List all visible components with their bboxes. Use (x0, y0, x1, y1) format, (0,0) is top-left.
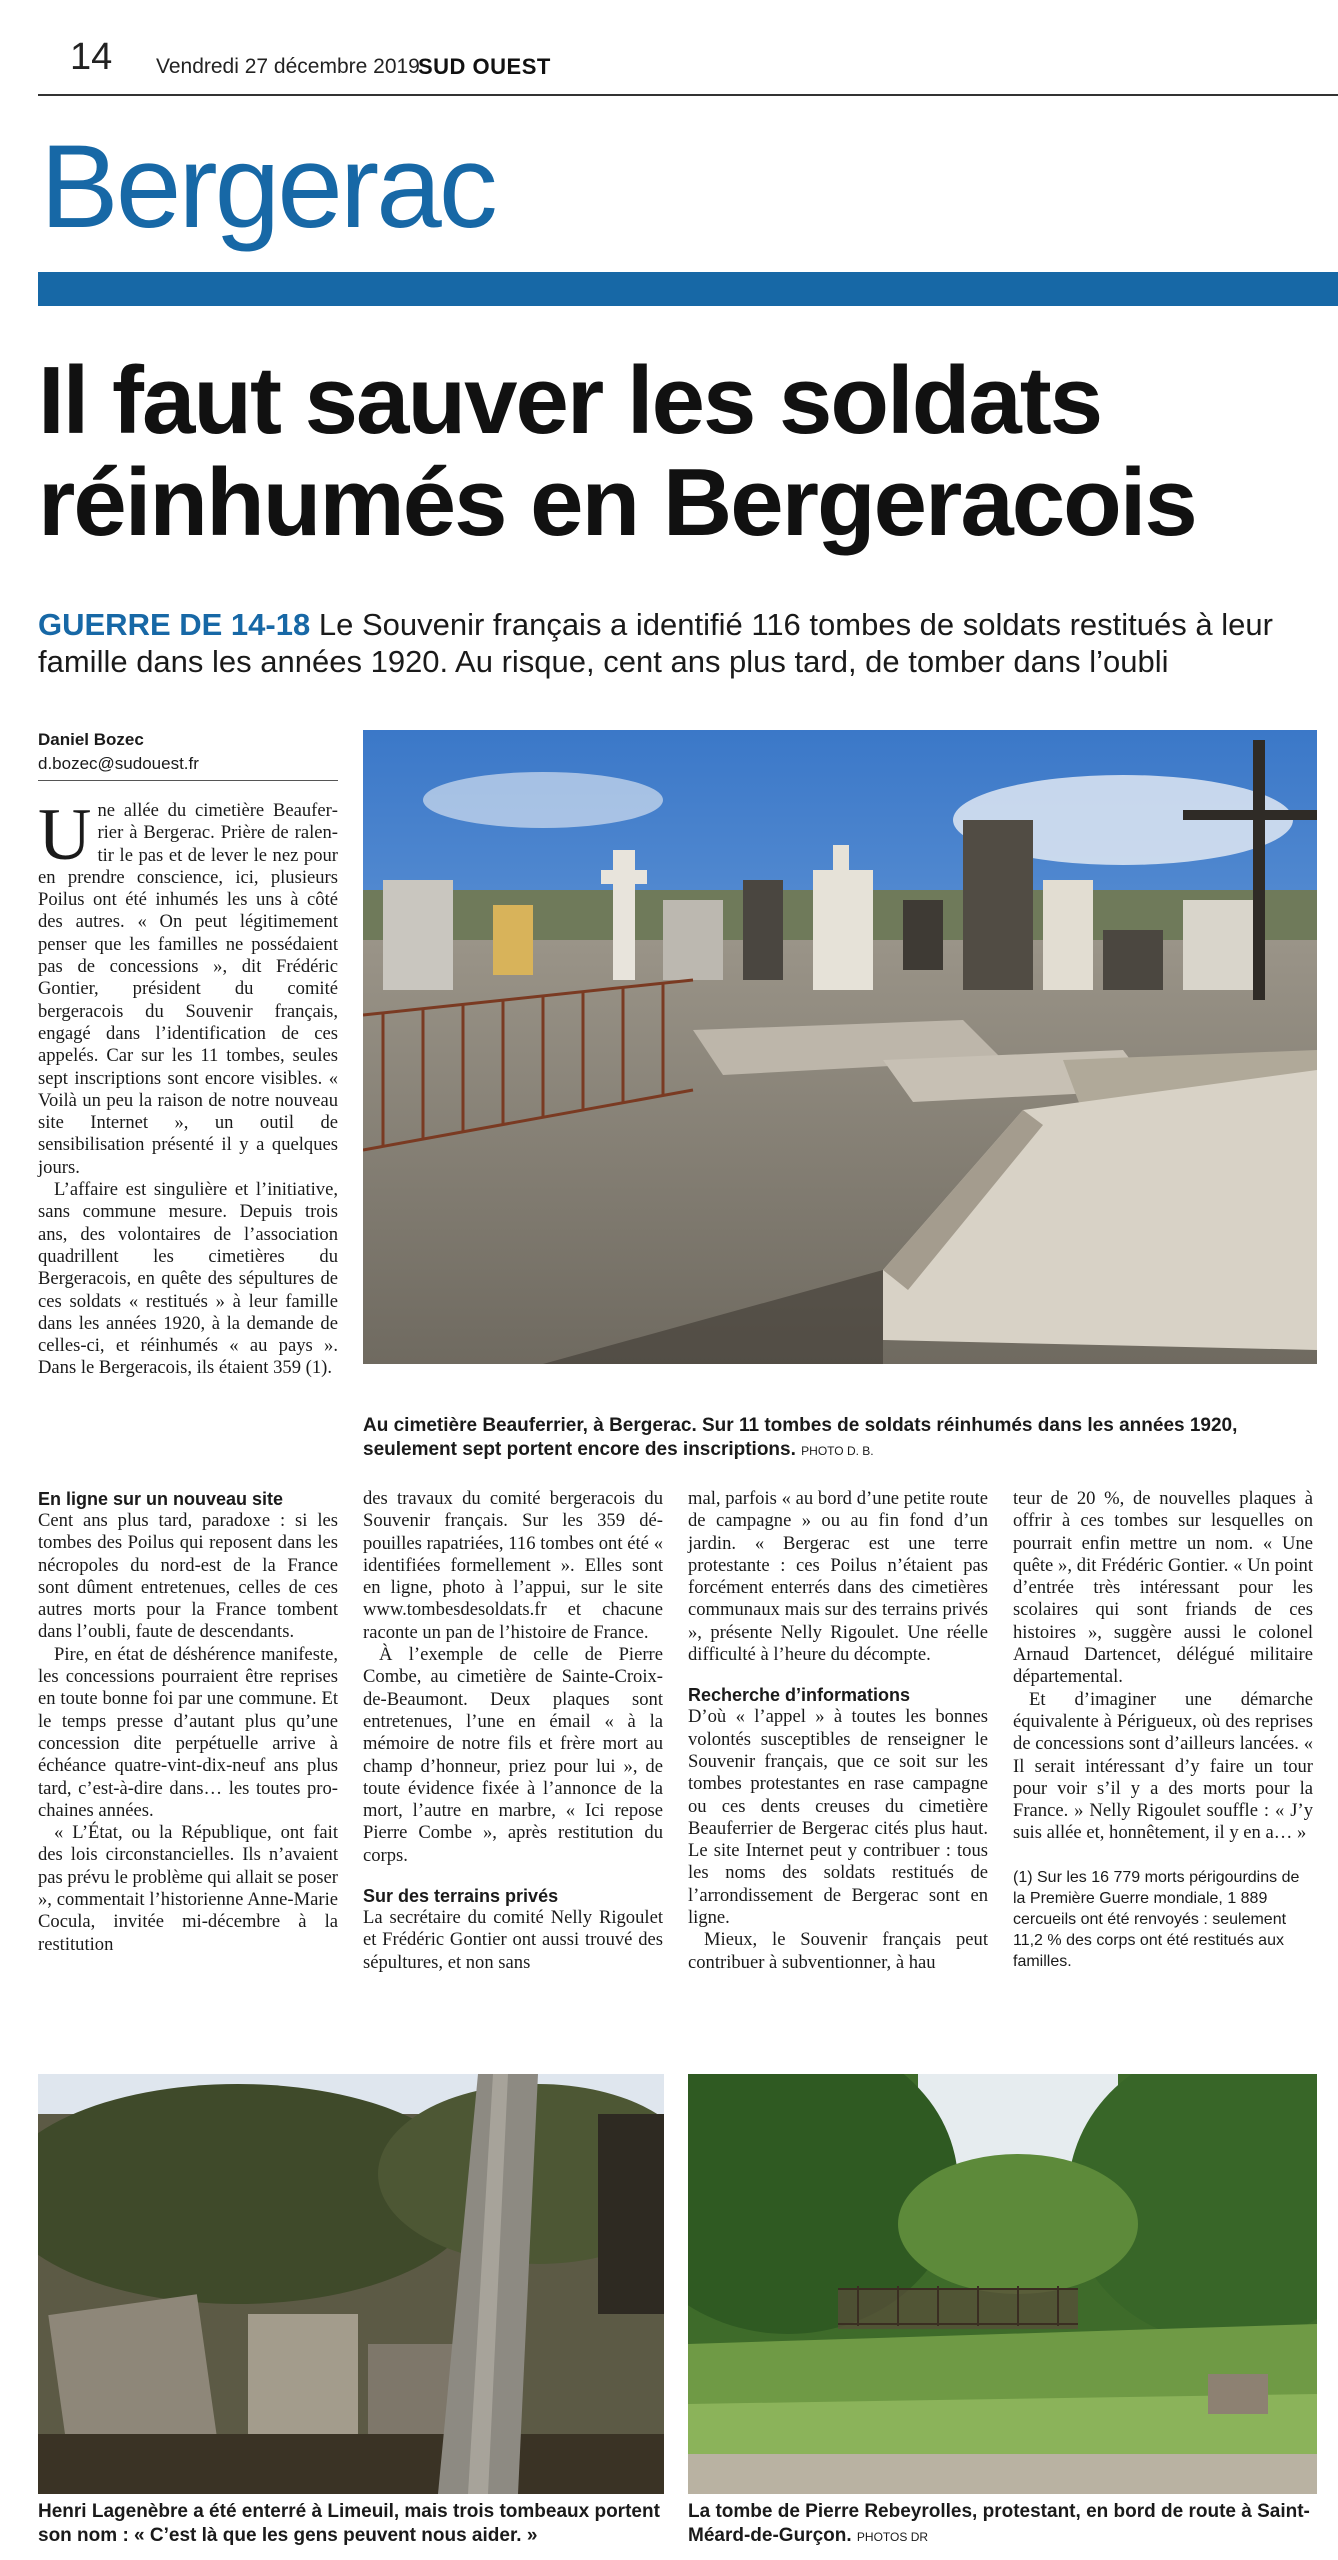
page-number: 14 (70, 36, 113, 78)
col3-paragraph-2: D’où « l’appel » à toutes les bonnes volontés susceptibles de renseigner le Souvenir français, que ce soit sur les tombes protestantes en rase campagne ou ces dents creuses du cimetière Beauferrier de Bergerac cités plus haut. Le site Internet peut y contribuer : tous les noms des soldats restitués de l’arrondissement de Bergerac sont en ligne. (688, 1706, 988, 1929)
footnote: (1) Sur les 16 779 morts périgourdins de la Première Guerre mondiale, 1 889 cercueils ont été renvoyés : seulement 11,2 % des corps ont été restitués aux familles. (1013, 1868, 1300, 1970)
headline: Il faut sauver les soldats réinhumés en Bergeracois (38, 347, 1196, 556)
text-column-2 (363, 1488, 663, 1974)
section-bar (38, 272, 1338, 306)
byline-rule (38, 780, 338, 781)
col1-paragraph-3: « L’État, ou la République, ont fait des lois circonstancielles. Ils n’avaient pas prévu le problème qui allait se poser », commentait l’historienne Anne-Marie Cocula, invitée mi-décembre à la restitution (38, 1822, 338, 1955)
text-column-1 (38, 1488, 338, 1956)
standfirst (38, 606, 1328, 680)
subhead-terrains-prives: Sur des terrains privés (363, 1886, 559, 1907)
header-rule (38, 94, 1338, 96)
col2-paragraph-1: des travaux du comité bergeracois du Souvenir français. Sur les 359 dépouilles rapatriées, 116 tombes ont été « identifiées formellement ». Elles sont en ligne, photo à l’appui, sur le site www.tombesdesoldats.fr et chacune raconte un pan de l’histoire de France. (363, 1488, 663, 1643)
bottom-photos-credit: PHOTOS DR (856, 2530, 929, 2544)
standfirst-text: Le Souvenir français a identifié 116 tombes de soldats restitués à leur famille dans les années 1920. Au risque, cent ans plus tard, de tomber dans l’oubli (38, 607, 1273, 680)
issue-date: Vendredi 27 décembre 2019 (156, 55, 420, 78)
col3-paragraph-1: mal, parfois « au bord d’une petite route de campagne » ou au fin fond d’un jardin. « Bergerac est une terre protestante : ces Poilus n’étaient pas forcément enterrés dans des cimetières communaux mais sur des terrains privés », présente Nelly Rigoulet. Une réelle difficulté à l’heure du décompte. (688, 1488, 988, 1666)
standfirst-kicker: GUERRE DE 14-18 (38, 607, 311, 642)
intro-paragraph-2: L’affaire est singulière et l’initiative, sans commune mesure. Depuis trois ans, des volontaires de l’association quadrillent les cimetières du Bergeracois, en quête des sépultures de ces soldats « restitués » à leur famille dans les années 1920, à la demande de celles-ci, et réinhumés « au pays ». Dans le Bergeracois, ils étaient 359 (1). (38, 1179, 338, 1379)
bottom-left-caption: Henri Lagenèbre a été enterré à Limeuil, mais trois tombeaux portent son nom : « C’est là que les gens peuvent nous aider. » (38, 2501, 660, 2546)
col3-paragraph-3: Mieux, le Souvenir français peut contribuer à subventionner, à hau (688, 1929, 988, 1973)
newspaper-name: SUD OUEST (418, 54, 551, 79)
section-title: Bergerac (40, 121, 495, 253)
limeuil-photo-illustration (38, 2074, 664, 2494)
drop-cap: U (38, 794, 92, 876)
bottom-left-photo (38, 2074, 664, 2494)
text-column-4 (1013, 1488, 1313, 1972)
text-column-3 (688, 1488, 988, 1974)
col4-paragraph-1: teur de 20 %, de nouvelles plaques à offrir à ces tombes sur lesquelles on pourrait enfin mettre un nom. « Une quête », dit Frédéric Gontier. « Un point d’entrée très intéressant pour les scolaires qui sont friands de ces histoires », suggère aussi le colonel Arnaud Dartencet, délégué militaire départemental. (1013, 1488, 1313, 1688)
main-photo-credit: PHOTO D. B. (801, 1444, 874, 1458)
col1-paragraph-1: Cent ans plus tard, paradoxe : si les tombes des Poilus qui reposent dans les nécropoles du nord-est de la France sont dûment entretenues, celles de ces autres morts pour la France tombent dans l’oubli, faute de descendants. (38, 1510, 338, 1643)
col4-paragraph-2: Et d’imaginer une démarche équivalente à Périgueux, où des reprises de concessions sont d’ailleurs lancées. « Il serait intéressant d’y faire un tour pour voir s’il y a des morts pour la France. » Nelly Rigoulet souffle : « J’y suis allée et, honnêtement, il y en a… » (1013, 1688, 1313, 1844)
saint-meard-photo-illustration (688, 2074, 1317, 2494)
main-photo-caption (363, 1414, 1317, 1463)
main-caption-text: Au cimetière Beauferrier, à Bergerac. Sur 11 tombes de soldats réinhumés dans les années 1920, seulement sept portent encore des inscriptions. (363, 1415, 1238, 1460)
cemetery-photo-illustration (363, 730, 1317, 1364)
main-photo (363, 730, 1317, 1364)
col2-paragraph-2: À l’exemple de celle de Pierre Combe, au cimetière de Sainte-Croix-de-Beaumont. Deux plaques sont entretenues, l’une en émail « à la mémoire de notre fils et frère mort au champ d’honneur, priez pour lui », de toute évidence fixée à l’annonce de la mort, l’autre en marbre, « Ici repose Pierre Combe », après restitution du corps. (363, 1644, 663, 1866)
byline-email[interactable]: d.bozec@sudouest.fr (38, 754, 199, 773)
bottom-right-photo (688, 2074, 1317, 2494)
col2-paragraph-3: La secrétaire du comité Nelly Rigoulet et Frédéric Gontier ont aussi trouvé des sépultures, et non sans (363, 1907, 663, 1973)
col1-paragraph-2: Pire, en état de déshérence manifeste, les concessions pourraient être reprises en toute bonne foi par une commune. Et le temps presse d’autant plus qu’une concession dite perpétuelle arrive à échéance quatre-vint-dix-neuf ans plus tard, c’est-à-dire dans… les toutes prochaines années. (38, 1643, 338, 1821)
bottom-right-caption-text: La tombe de Pierre Rebeyrolles, protestant, en bord de route à Saint-Méard-de-Gurçon. (688, 2501, 1310, 2546)
intro-paragraph-1 (38, 794, 338, 1179)
bottom-right-caption (688, 2500, 1328, 2549)
subhead-recherche: Recherche d’informations (688, 1685, 911, 1706)
intro-column (38, 794, 338, 1380)
byline-author: Daniel Bozec (38, 730, 144, 749)
subhead-en-ligne: En ligne sur un nouveau site (38, 1489, 284, 1509)
intro-paragraph-1-text: ne allée du cimetière Beauferrier à Bergerac. Prière de ralentir le pas et de lever le nez pour en prendre conscience, ici, plusieurs Poilus ont été inhumés les uns à côté des autres. « On peut légitimement penser que les familles ne possédaient pas de concessions », dit Frédéric Gontier, président du comité bergeracois du Souvenir français, engagé dans l’identification de ces appelés. Car sur les 11 tombes, seules sept inscriptions sont encore visibles. « Voilà un peu la raison de notre nouveau site Internet », un outil de sensibilisation présenté il y a quelques jours. (38, 800, 338, 1178)
